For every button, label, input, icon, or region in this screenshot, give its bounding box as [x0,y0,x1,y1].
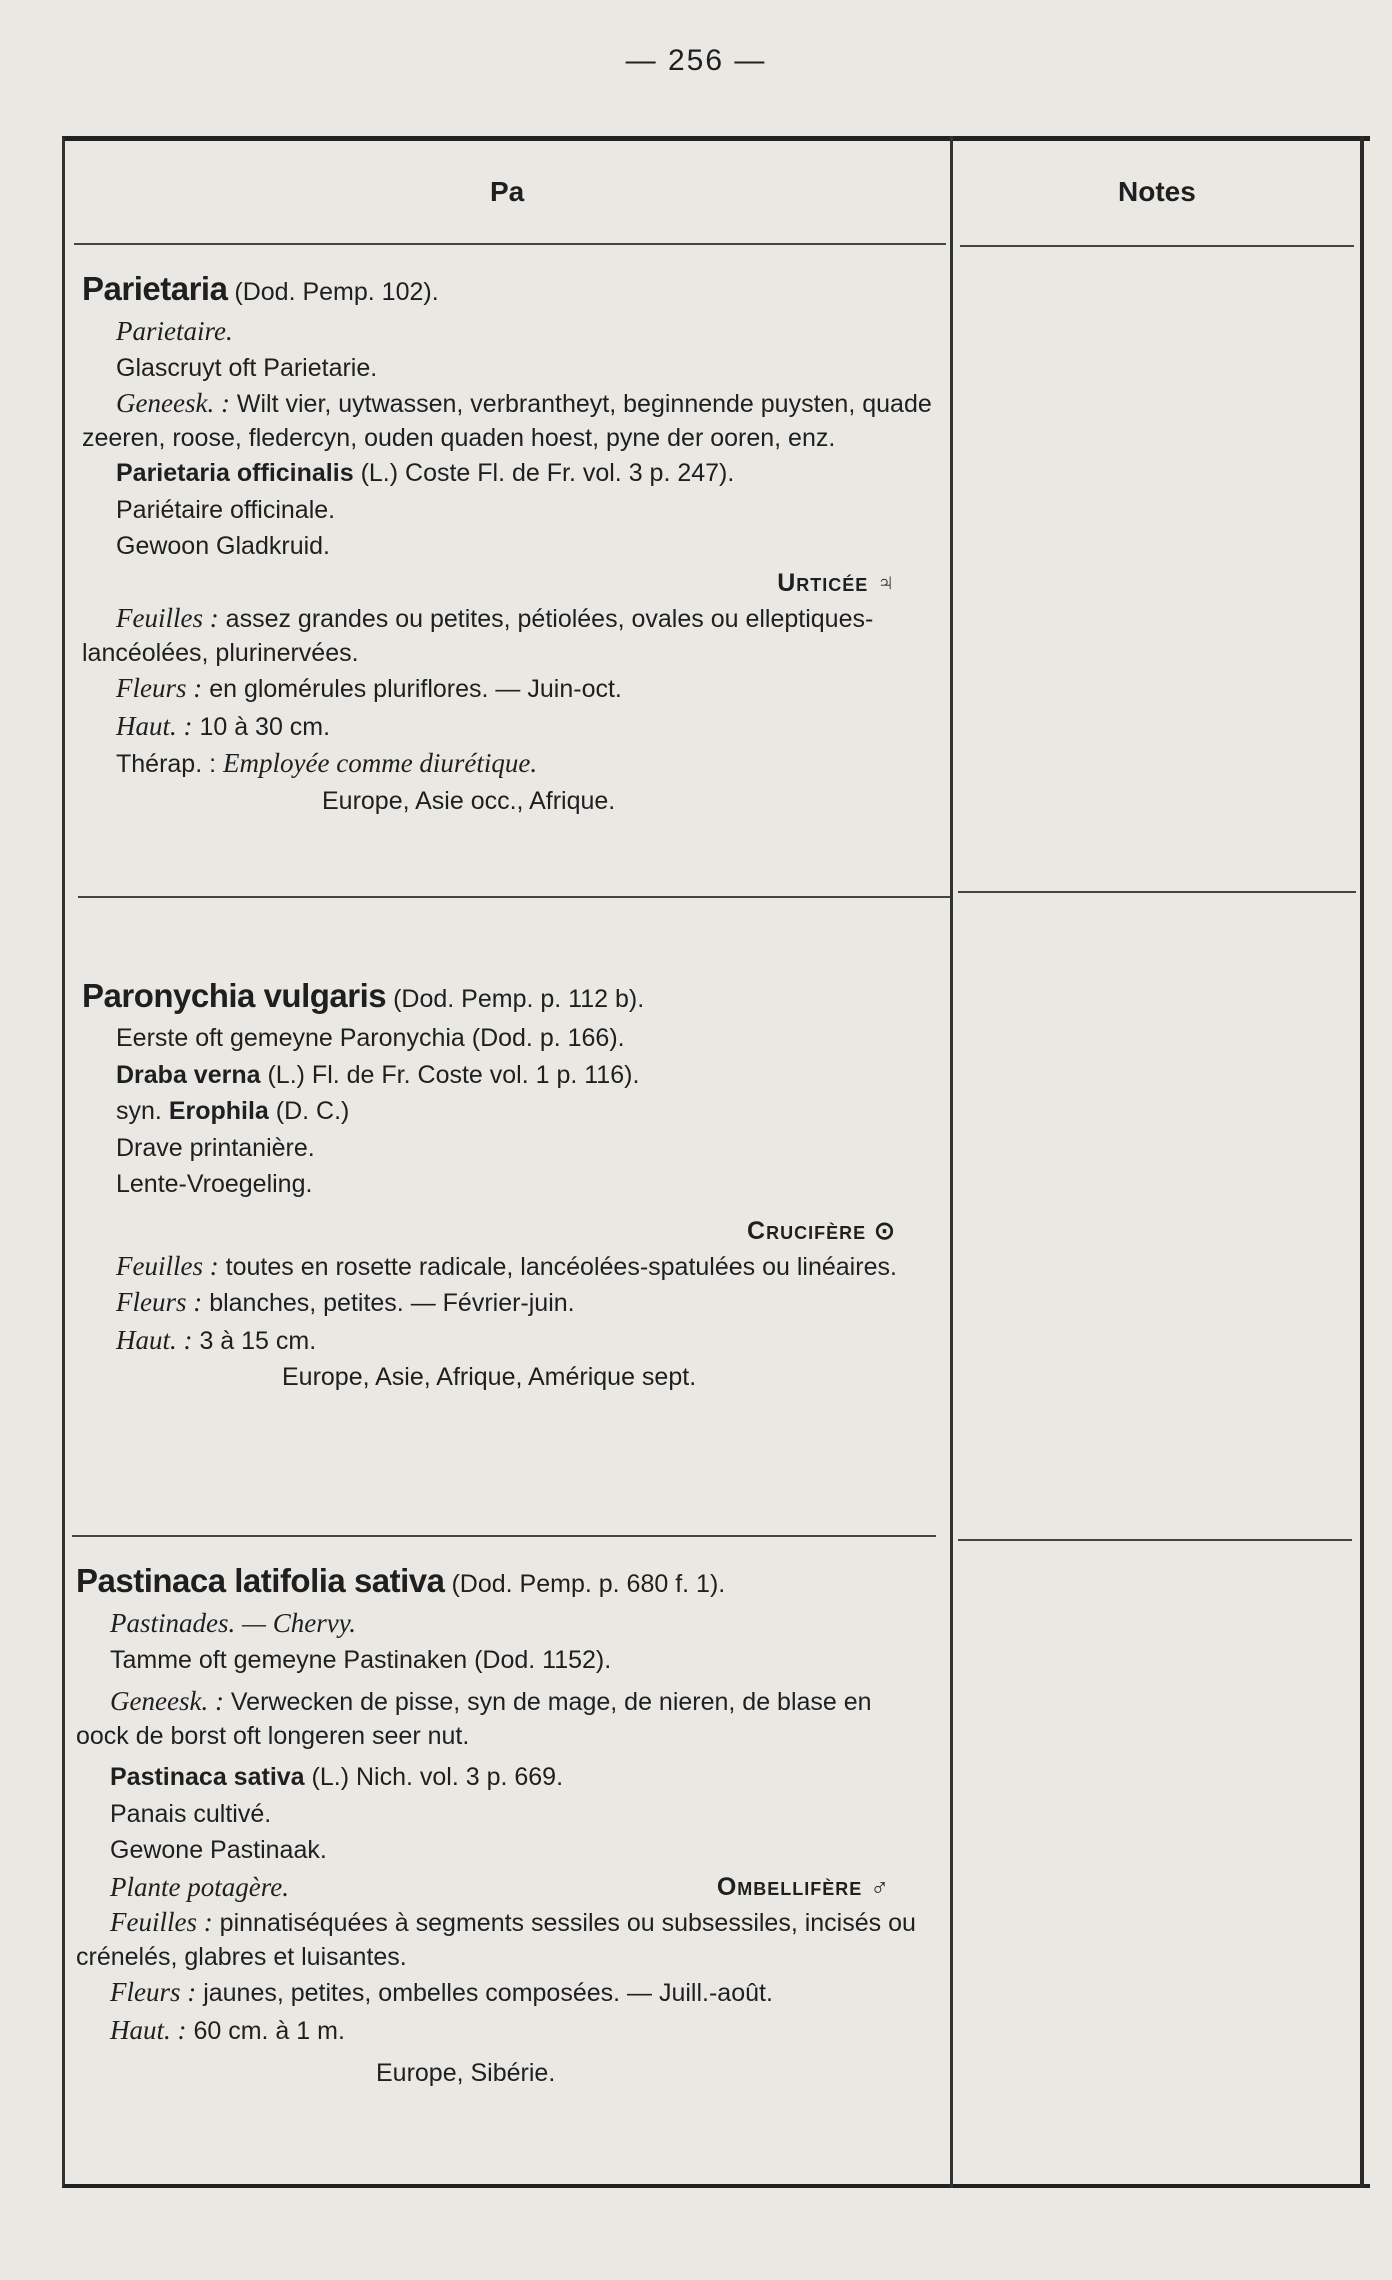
geneesk-text: Wilt vier, uytwassen, verbrantheyt, beginnende puysten, quade zeeren, roose, fledercyn, ouden quaden hoest, pyne der ooren, enz. [82,390,932,452]
synonym-name: Erophila [168,1097,269,1125]
entry-reference: (Dod. Pemp. p. 112 b). [393,985,645,1013]
page-number: — 256 — [625,44,767,77]
species-line [82,455,932,492]
species-dutch-name: Gewoon Gladkruid. [116,532,331,560]
geneesk-text: Verwecken de pisse, syn de mage, de nieren, de blase en oock de borst oft longeren seer nut. [76,1688,872,1750]
synonym-prefix: syn. [116,1097,162,1125]
entry-name: Paronychia vulgaris [82,977,387,1014]
synonym-reference: (D. C.) [275,1097,350,1125]
geneesk-label: Geneesk. : [110,1686,224,1716]
entry-reference: (Dod. Pemp. p. 680 f. 1). [451,1570,726,1598]
species-french-name: Drave printanière. [116,1133,315,1162]
species-line [82,1057,932,1094]
dutch-name: Tamme oft gemeyne Pastinaken (Dod. 1152). [110,1645,612,1674]
french-name: Parietaire. [116,316,233,346]
haut-line [82,708,932,746]
feuilles-text: pinnatiséquées à segments sessiles ou subsessiles, incisés ou crénelés, glabres et luisantes. [76,1909,916,1971]
feuilles-text: toutes en rosette radicale, lancéolées-spatulées ou linéaires. [225,1253,897,1281]
entry-name: Pastinaca latifolia sativa [76,1562,445,1599]
family-label: Urticée ♃ [777,568,896,597]
feuilles-paragraph [82,1249,932,1284]
species-reference: (L.) Fl. de Fr. Coste vol. 1 p. 116). [267,1060,640,1089]
feuilles-paragraph [82,601,932,670]
family-label: Crucifère ⊙ [747,1216,896,1245]
haut-label: Haut. : [110,2014,187,2045]
entry-parietaria [82,268,932,819]
family-label: Ombellifère ♂ [716,1872,890,1901]
fleurs-text: jaunes, petites, ombelles composées. — Juill.-août. [203,1979,773,2007]
right-edge [1360,136,1364,2188]
fleurs-text: en glomérules pluriflores. — Juin-oct. [209,675,622,703]
haut-line [82,1322,932,1360]
haut-line [76,2012,926,2050]
haut-label: Haut. : [116,710,193,741]
french-name: Pastinades. — Chervy. [110,1608,356,1638]
species-french-name: Panais cultivé. [110,1799,272,1828]
dutch-name: Eerste oft gemeyne Paronychia (Dod. p. 166). [116,1024,625,1052]
geneesk-paragraph [76,1684,926,1753]
fleurs-line [76,1974,926,2012]
species-french-name: Pariétaire officinale. [116,495,336,524]
species-name: Draba verna [116,1060,261,1089]
fleurs-label: Fleurs : [110,1977,197,2007]
species-line [76,1759,926,1796]
distribution: Europe, Asie, Afrique, Amérique sept. [282,1363,697,1391]
species-reference: (L.) Coste Fl. de Fr. vol. 3 p. 247). [360,459,735,487]
usage-note: Plante potagère. [110,1871,289,1902]
fleurs-line [82,670,932,708]
entry-name: Parietaria [82,270,228,307]
geneesk-label: Geneesk. : [116,388,230,418]
entry-rule-2-right [958,1539,1352,1541]
species-dutch-name: Gewone Pastinaak. [110,1836,327,1864]
species-dutch-name: Lente-Vroegeling. [116,1170,313,1198]
column-divider [950,136,953,2188]
species-name: Parietaria officinalis [116,459,354,487]
header-rule-right [960,245,1354,247]
fleurs-line [82,1284,932,1322]
entry-rule-2-left [72,1535,936,1537]
dutch-name: Glascruyt oft Parietarie. [116,353,378,382]
feuilles-label: Feuilles : [116,603,219,633]
header-notes: Notes [1118,176,1196,207]
header-rule-left [74,243,946,245]
fleurs-label: Fleurs : [116,1287,203,1317]
therap-line [82,745,932,783]
header-pa: Pa [490,176,525,207]
feuilles-label: Feuilles : [116,1251,219,1281]
haut-label: Haut. : [116,1324,193,1355]
entry-reference: (Dod. Pemp. 102). [234,278,439,306]
species-name: Pastinaca sativa [110,1763,305,1791]
entry-rule-1-right [958,891,1356,893]
haut-text: 60 cm. à 1 m. [193,2016,345,2045]
distribution: Europe, Sibérie. [376,2059,556,2087]
entry-rule-1-left [78,896,950,898]
feuilles-label: Feuilles : [110,1907,213,1937]
feuilles-paragraph [76,1905,926,1974]
entry-pastinaca [76,1560,926,2092]
therap-text: Employée comme diurétique. [223,748,538,778]
note-family-line [76,1869,926,1906]
feuilles-text: assez grandes ou petites, pétiolées, ovales ou elleptiques-lancéolées, plurinervées. [82,605,874,667]
distribution: Europe, Asie occ., Afrique. [322,786,616,815]
haut-text: 10 à 30 cm. [199,712,331,741]
therap-label: Thérap. : [116,750,217,778]
haut-text: 3 à 15 cm. [199,1326,317,1355]
synonym-line [82,1093,932,1130]
fleurs-text: blanches, petites. — Février-juin. [209,1289,575,1317]
geneesk-paragraph [82,386,932,455]
fleurs-label: Fleurs : [116,673,203,703]
species-reference: (L.) Nich. vol. 3 p. 669. [311,1763,564,1791]
entry-paronychia [82,975,932,1396]
